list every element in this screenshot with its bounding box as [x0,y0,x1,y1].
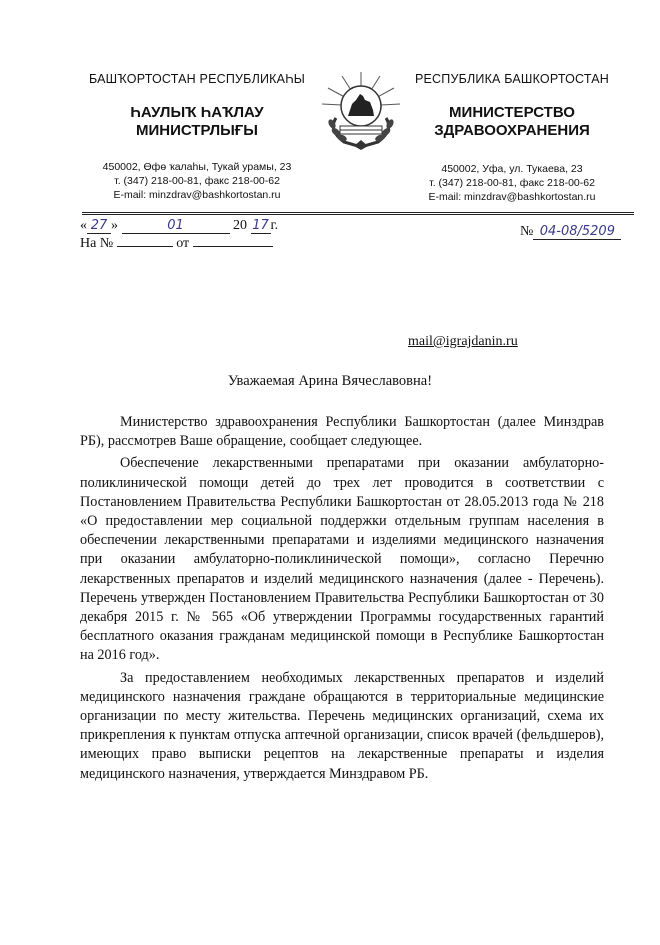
date-open-quote: « [80,218,87,233]
date-suffix: г. [270,218,279,233]
outgoing-number-label: № [520,224,534,239]
date-century: 20 [233,218,247,233]
contact-block-bashkir [82,160,312,202]
ministry-line1-russian: МИНИСТЕРСТВО [449,104,575,121]
reference-line [80,236,380,252]
header-russian [392,72,632,204]
ministry-name-russian [392,104,632,140]
header-divider [82,212,634,215]
ministry-line2-russian: ЗДРАВООХРАНЕНИЯ [434,122,590,139]
header-bashkir [82,72,312,202]
ref-from-label: от [176,236,190,251]
phone-russian: т. (347) 218-00-81, факс 218-00-62 [429,177,595,189]
outgoing-number [520,224,621,240]
email-russian: E-mail: minzdrav@bashkortostan.ru [428,191,596,203]
date-year: 17 [252,218,269,233]
ref-number-label: На № [80,236,114,251]
ref-date-blank [193,246,273,247]
body-paragraph: Министерство здравоохранения Республики Башкортостан (далее Минздрав РБ), рассмотрев Ваше обращение, сообщает следующее. [80,414,604,450]
address-russian: 450002, Уфа, ул. Тукаева, 23 [441,163,583,175]
date-close-quote: » [111,218,118,233]
contact-block-russian [392,162,632,204]
greeting: Уважаемая Арина Вячеславовна! [227,373,433,389]
ministry-line2-bashkir: МИНИСТРЛЫҒЫ [136,122,258,139]
ministry-line1-bashkir: ҺАУЛЫҠ ҺАҠЛАУ [130,104,264,121]
letter-body [80,413,604,787]
date-day: 27 [87,219,111,234]
republic-name-russian: РЕСПУБЛИКА БАШКОРТОСТАН [414,72,610,86]
ref-number-blank [117,246,173,247]
letter-date [80,218,380,234]
address-bashkir: 450002, Өфө ҡалаһы, Тукай урамы, 23 [102,161,292,173]
date-month: 01 [122,219,230,234]
email-bashkir: E-mail: minzdrav@bashkortostan.ru [113,189,281,201]
phone-bashkir: т. (347) 218-00-81, факс 218-00-62 [114,175,280,187]
body-paragraph: Обеспечение лекарственными препаратами при оказании амбулаторно-поликлинической помощи детей до трех лет проводится в соответствии с Постановлением Правительства Республики Башкортостан от 28.05.2013 года № 218 «О предоставлении мер социальной поддержки отдельным группам населения в обеспечении лекарственными препаратами и изделиями медицинского назначения при оказании амбулаторно-поликлинической помощи», согласно Перечню лекарственных препаратов и изделий медицинского назначения (далее - Перечень). Перечень утвержден Постановлением Правительства Республики Башкортостан от 30 декабря 2015 г. № 565 «Об утверждении Программы государственных гарантий бесплатного оказания гражданам медицинской помощи в Республике Башкортостан на 2016 год». [80,455,604,664]
republic-name-bashkir: БАШҠОРТОСТАН РЕСПУБЛИКАҺЫ [89,72,305,86]
ministry-name-bashkir [82,104,312,140]
recipient-email[interactable]: mail@igrajdanin.ru [408,334,518,349]
outgoing-number-value: 04-08/5209 [533,225,621,240]
body-paragraph: За предоставлением необходимых лекарственных препаратов и изделий медицинского назначения граждане обращаются в территориальные медицинские организации по месту жительства. Перечень медицинских организаций, схема их прикрепления к пунктам отпуска аптечной организации, список врачей (фельдшеров), имеющих право выписки рецептов на лекарственные препараты и изделия медицинского назначения, утверждается Минздравом РБ. [80,669,604,782]
